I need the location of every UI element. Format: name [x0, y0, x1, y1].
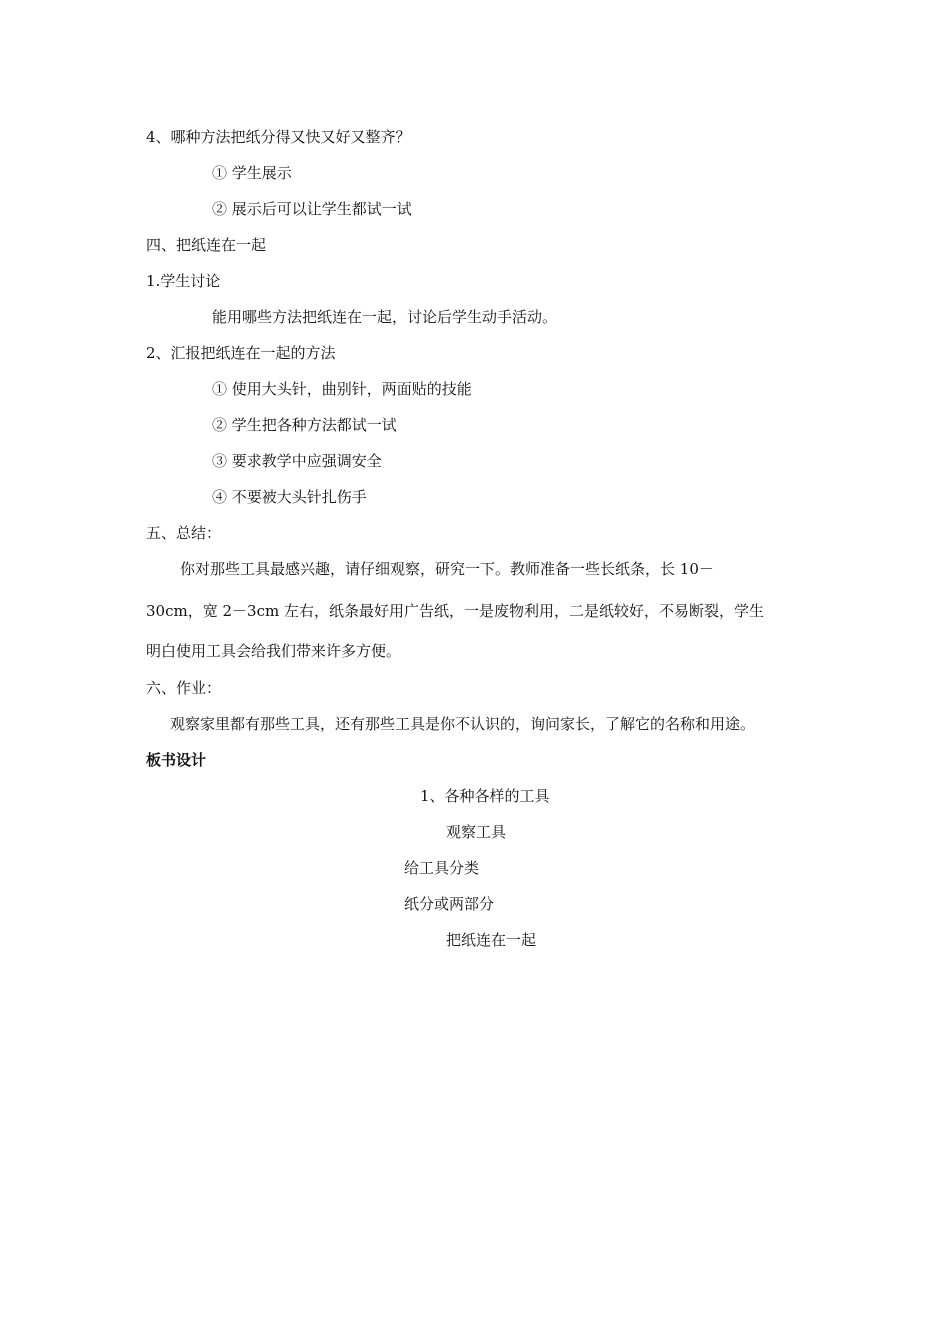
board-line: 把纸连在一起	[446, 931, 537, 949]
board-title: 1、各种各样的工具	[420, 787, 550, 805]
list-item: ① 使用大头针，曲别针，两面贴的技能	[212, 380, 472, 398]
step-1-label: 1.学生讨论	[146, 272, 221, 290]
section-heading-6: 六、作业：	[146, 679, 222, 697]
step-2-label: 2、汇报把纸连在一起的方法	[146, 344, 336, 362]
summary-line: 明白使用工具会给我们带来许多方便。	[146, 642, 402, 660]
board-line: 纸分或两部分	[404, 895, 495, 913]
board-line: 观察工具	[446, 823, 507, 841]
list-item: ② 展示后可以让学生都试一试	[212, 200, 412, 218]
board-design-heading: 板书设计	[146, 751, 207, 769]
list-item: ① 学生展示	[212, 164, 292, 182]
section-heading-5: 五、总结：	[146, 524, 222, 542]
list-item: ④ 不要被大头针扎伤手	[212, 488, 367, 506]
summary-line: 30cm，宽 2－3cm 左右，纸条最好用广告纸，一是废物利用，二是纸较好，不易断裂，学生	[146, 602, 764, 620]
homework-text: 观察家里都有那些工具，还有那些工具是你不认识的，询问家长，了解它的名称和用途。	[170, 715, 756, 733]
board-line: 给工具分类	[404, 859, 480, 877]
list-item: ③ 要求教学中应强调安全	[212, 452, 382, 470]
section-heading-4: 四、把纸连在一起	[146, 236, 267, 254]
question-4: 4、哪种方法把纸分得又快又好又整齐？	[146, 128, 411, 146]
list-item: ② 学生把各种方法都试一试	[212, 416, 397, 434]
step-1-text: 能用哪些方法把纸连在一起，讨论后学生动手活动。	[212, 308, 558, 326]
summary-line: 你对那些工具最感兴趣，请仔细观察，研究一下。教师准备一些长纸条，长 10－	[180, 560, 714, 578]
